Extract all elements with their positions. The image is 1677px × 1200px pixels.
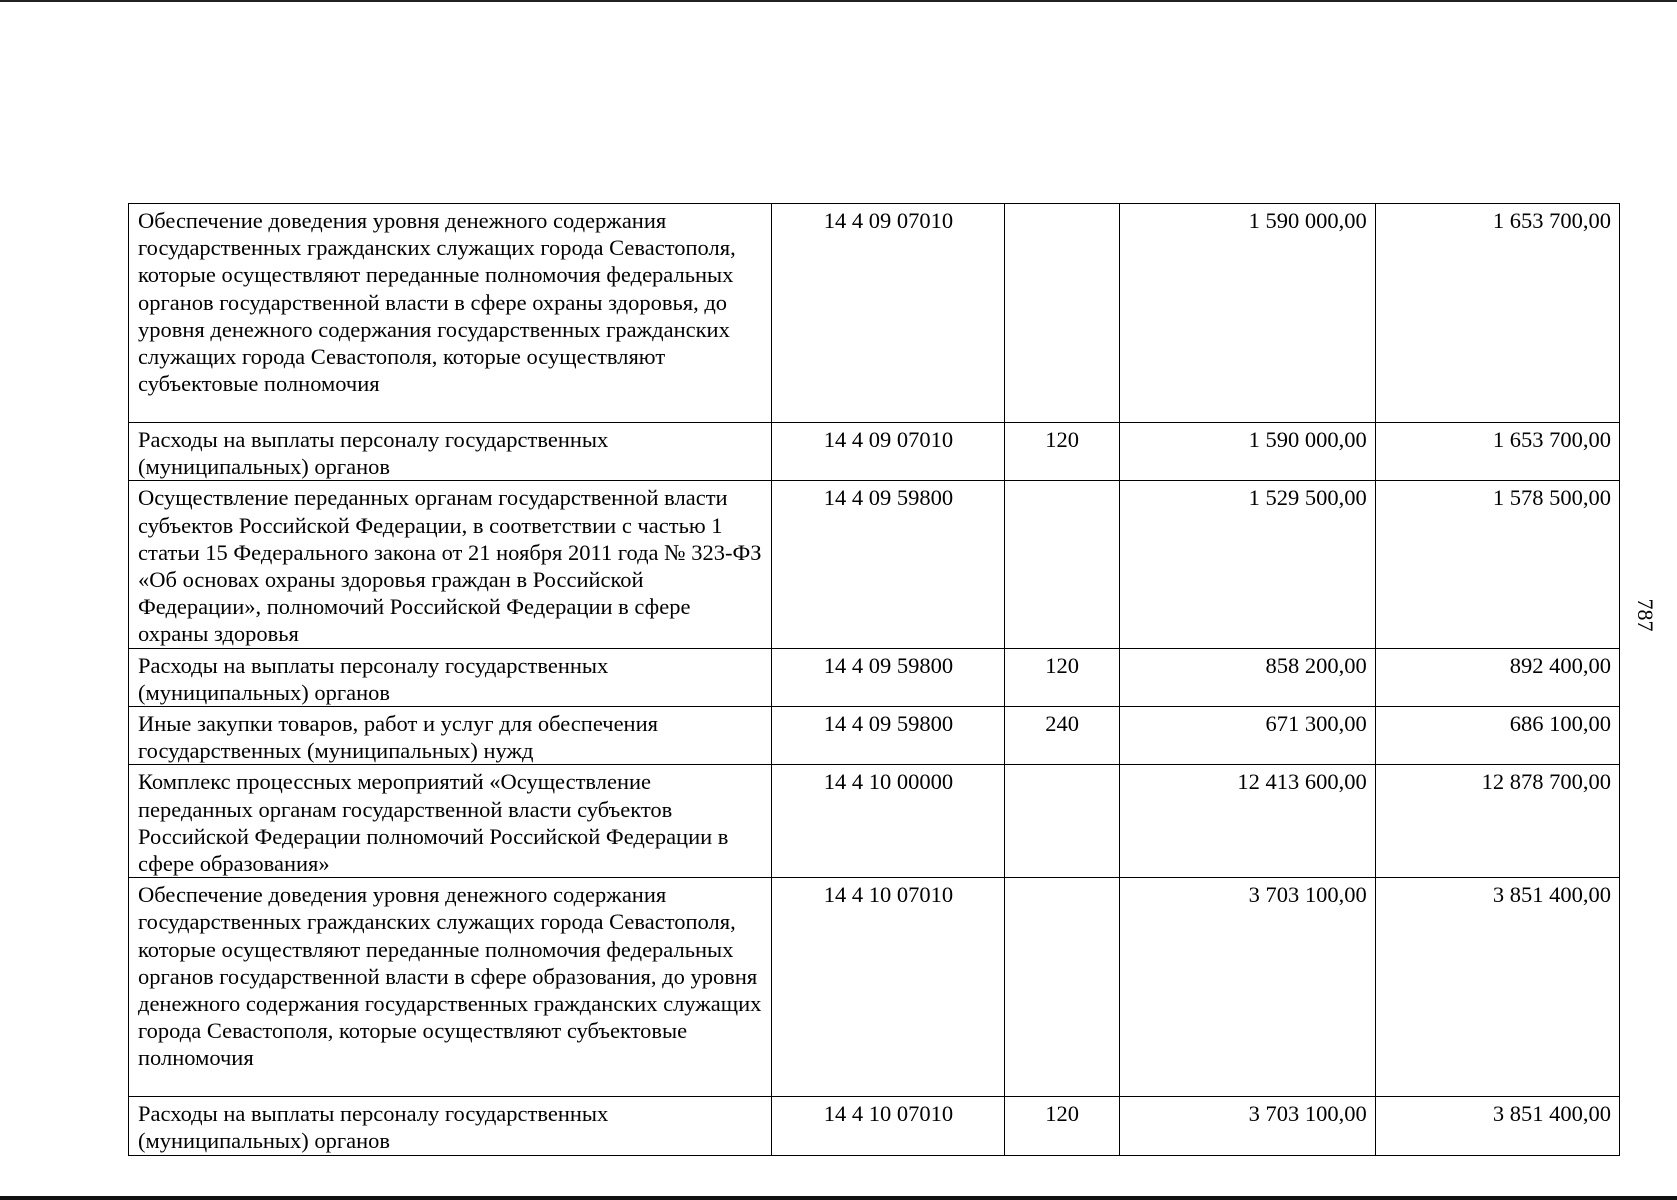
table-row <box>129 878 1620 1097</box>
row-code-cell: 14 4 09 59800 <box>772 707 1004 765</box>
row-type-cell <box>1004 765 1119 878</box>
row-type-cell: 120 <box>1004 648 1119 706</box>
table-row <box>129 423 1620 481</box>
row-type-cell: 120 <box>1004 423 1119 481</box>
table-row <box>129 648 1620 706</box>
row-type-cell <box>1004 204 1119 423</box>
page-number: 787 <box>1633 598 1658 632</box>
row-name-cell: Расходы на выплаты персоналу государственных (муниципальных) органов <box>129 423 772 481</box>
row-amount-2-cell: 1 578 500,00 <box>1375 481 1619 648</box>
row-amount-1-cell: 1 590 000,00 <box>1119 423 1375 481</box>
row-amount-1-cell: 858 200,00 <box>1119 648 1375 706</box>
table-row <box>129 1097 1620 1155</box>
row-code-cell: 14 4 10 07010 <box>772 1097 1004 1155</box>
row-code-cell: 14 4 09 59800 <box>772 481 1004 648</box>
budget-table <box>128 203 1620 1156</box>
row-name-cell: Обеспечение доведения уровня денежного содержания государственных гражданских служащих города Севастополя, которые осуществляют переданные полномочия федеральных органов государственной власти в сфере охраны здоровья, до уровня денежного содержания государственных гражданских служащих города Севастополя, которые осуществляют субъектовые полномочия <box>129 204 772 423</box>
row-amount-2-cell: 3 851 400,00 <box>1375 1097 1619 1155</box>
row-amount-2-cell: 686 100,00 <box>1375 707 1619 765</box>
row-name-cell: Осуществление переданных органам государственной власти субъектов Российской Федерации, в соответствии с частью 1 статьи 15 Федерального закона от 21 ноября 2011 года № 323-ФЗ «Об основах охраны здоровья граждан в Российской Федерации», полномочий Российской Федерации в сфере охраны здоровья <box>129 481 772 648</box>
row-type-cell <box>1004 481 1119 648</box>
table-row <box>129 765 1620 878</box>
row-name-cell: Обеспечение доведения уровня денежного содержания государственных гражданских служащих города Севастополя, которые осуществляют переданные полномочия федеральных органов государственной власти в сфере образования, до уровня денежного содержания государственных гражданских служащих города Севастополя, которые осуществляют субъектовые полномочия <box>129 878 772 1097</box>
row-name-cell: Расходы на выплаты персоналу государственных (муниципальных) органов <box>129 648 772 706</box>
row-amount-2-cell: 892 400,00 <box>1375 648 1619 706</box>
row-name-cell: Комплекс процессных мероприятий «Осуществление переданных органам государственной власти субъектов Российской Федерации полномочий Российской Федерации в сфере образования» <box>129 765 772 878</box>
row-type-cell: 120 <box>1004 1097 1119 1155</box>
row-code-cell: 14 4 09 07010 <box>772 423 1004 481</box>
row-amount-1-cell: 671 300,00 <box>1119 707 1375 765</box>
page-bottom-border <box>0 1196 1677 1200</box>
row-amount-1-cell: 3 703 100,00 <box>1119 878 1375 1097</box>
row-amount-2-cell: 1 653 700,00 <box>1375 204 1619 423</box>
row-amount-1-cell: 12 413 600,00 <box>1119 765 1375 878</box>
row-amount-2-cell: 12 878 700,00 <box>1375 765 1619 878</box>
row-type-cell <box>1004 878 1119 1097</box>
row-type-cell: 240 <box>1004 707 1119 765</box>
table-row <box>129 481 1620 648</box>
row-amount-1-cell: 1 590 000,00 <box>1119 204 1375 423</box>
table-row <box>129 707 1620 765</box>
row-name-cell: Расходы на выплаты персоналу государственных (муниципальных) органов <box>129 1097 772 1155</box>
row-amount-2-cell: 3 851 400,00 <box>1375 878 1619 1097</box>
row-code-cell: 14 4 10 07010 <box>772 878 1004 1097</box>
row-code-cell: 14 4 09 07010 <box>772 204 1004 423</box>
table-row <box>129 204 1620 423</box>
row-name-cell: Иные закупки товаров, работ и услуг для обеспечения государственных (муниципальных) нужд <box>129 707 772 765</box>
row-amount-1-cell: 1 529 500,00 <box>1119 481 1375 648</box>
row-code-cell: 14 4 10 00000 <box>772 765 1004 878</box>
page-top-border <box>0 0 1677 2</box>
row-code-cell: 14 4 09 59800 <box>772 648 1004 706</box>
row-amount-2-cell: 1 653 700,00 <box>1375 423 1619 481</box>
row-amount-1-cell: 3 703 100,00 <box>1119 1097 1375 1155</box>
